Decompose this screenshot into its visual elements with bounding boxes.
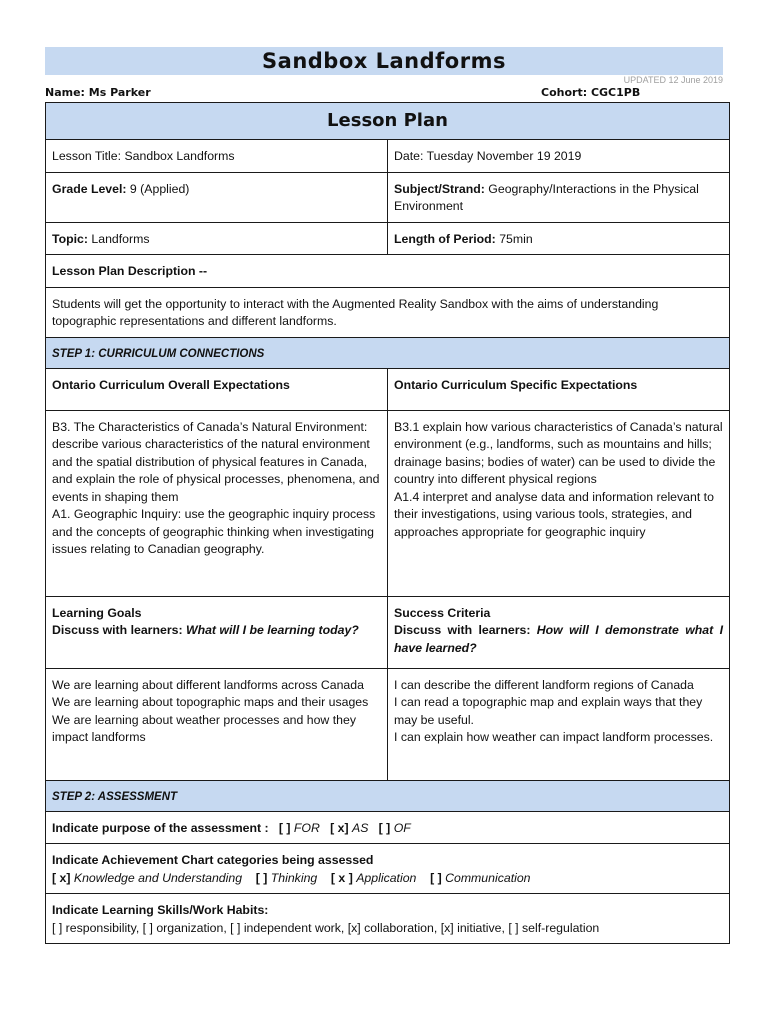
learning-goals-text: We are learning about different landforms across Canada We are learning about topographic maps and their usages We are learning about weather processes and how they impact landforms — [46, 668, 388, 780]
table-row — [46, 596, 730, 668]
overall-expectations-heading — [46, 368, 388, 410]
purpose-of: OF — [393, 820, 411, 835]
purpose-as-box: [ x] — [330, 820, 349, 835]
table-row — [46, 337, 730, 368]
overall-expectations-text: B3. The Characteristics of Canada’s Natural Environment: describe various characteristics of the natural environment and the spatial distribution of physical features in Canada, and explain the role of physical processes, phenomena, and events in shaping them A1. Geographic Inquiry: use the geographic inquiry process and the concepts of geographic thinking when investigating issues relating to Canadian geography. — [46, 410, 388, 596]
lesson-plan-table — [45, 102, 730, 944]
cohort-value: CGC1PB — [590, 86, 641, 99]
table-row — [46, 368, 730, 410]
teacher-name — [45, 86, 151, 99]
overall-heading-text: Ontario Curriculum Overall Expectations — [52, 377, 290, 392]
length-cell — [388, 222, 730, 255]
name-value: Ms Parker — [88, 86, 151, 99]
cohort-label: Cohort: — [541, 86, 588, 99]
success-criteria-prompt-label: Discuss with learners: — [394, 623, 531, 637]
table-row — [46, 844, 730, 894]
specific-expectations-heading — [388, 368, 730, 410]
grade-value: 9 (Applied) — [129, 181, 190, 196]
lesson-title-label: Lesson Title: — [52, 149, 122, 163]
table-row — [46, 222, 730, 255]
purpose-as: AS — [352, 820, 369, 835]
lesson-plan-header-row — [46, 103, 730, 140]
specific-heading-text: Ontario Curriculum Specific Expectations — [394, 377, 638, 392]
date-label: Date: — [394, 149, 424, 163]
date-value: Tuesday November 19 2019 — [426, 149, 582, 163]
lesson-title-value: Sandbox Landforms — [124, 149, 235, 163]
date-cell — [388, 140, 730, 173]
assessment-purpose — [46, 811, 730, 844]
topic-cell — [46, 222, 388, 255]
cohort — [541, 86, 640, 99]
table-row — [46, 140, 730, 173]
topic-label: Topic: — [52, 231, 88, 246]
achievement-label: Indicate Achievement Chart categories being assessed — [52, 853, 374, 867]
length-label: Length of Period: — [394, 231, 496, 246]
achievement-chart — [46, 844, 730, 894]
success-criteria-cell — [388, 596, 730, 668]
learning-goals-prompt-label: Discuss with learners: — [52, 623, 183, 637]
achievement-box-1: [ x] — [52, 870, 71, 885]
step1-heading: STEP 1: CURRICULUM CONNECTIONS — [46, 337, 730, 368]
table-row — [46, 811, 730, 844]
lesson-title-cell — [46, 140, 388, 173]
lesson-plan-header: Lesson Plan — [46, 103, 730, 140]
learning-goals-cell — [46, 596, 388, 668]
skills-text: [ ] responsibility, [ ] organization, [ ] independent work, [x] collaboration, [x] initiative, [ ] self-regulation — [52, 920, 600, 935]
step2-heading: STEP 2: ASSESSMENT — [46, 780, 730, 811]
subject-cell — [388, 172, 730, 222]
learning-goals-heading: Learning Goals — [52, 605, 142, 620]
learning-skills — [46, 894, 730, 944]
achievement-category-3: Application — [356, 870, 417, 885]
achievement-category-1: Knowledge and Understanding — [73, 870, 243, 885]
purpose-label: Indicate purpose of the assessment : — [52, 820, 269, 835]
description-label-cell — [46, 255, 730, 288]
table-row — [46, 410, 730, 596]
table-row — [46, 172, 730, 222]
subject-value: Geography/Interactions in the Physical Environment — [394, 181, 699, 213]
grade-label: Grade Level: — [52, 181, 127, 196]
grade-cell — [46, 172, 388, 222]
topic-value: Landforms — [91, 231, 150, 246]
table-row — [46, 894, 730, 944]
achievement-box-4: [ ] — [430, 870, 442, 885]
table-row — [46, 780, 730, 811]
table-row — [46, 287, 730, 337]
achievement-box-2: [ ] — [255, 870, 268, 885]
achievement-category-4: Communication — [445, 870, 531, 885]
learning-goals-prompt: What will I be learning today? — [185, 623, 359, 637]
purpose-for: FOR — [293, 820, 320, 835]
table-row — [46, 668, 730, 780]
success-criteria-heading: Success Criteria — [394, 605, 491, 620]
achievement-category-2: Thinking — [270, 870, 318, 885]
success-criteria-text: I can describe the different landform regions of Canada I can read a topographic map and explain ways that they may be useful. I can explain how weather can impact landform processes. — [388, 668, 730, 780]
length-value: 75min — [499, 231, 533, 246]
page-title: Sandbox Landforms — [45, 47, 723, 75]
description-label: Lesson Plan Description -- — [52, 264, 208, 278]
skills-label: Indicate Learning Skills/Work Habits: — [52, 903, 269, 917]
success-criteria-prompt: How will I demonstrate what I have learned? — [394, 623, 723, 655]
table-row — [46, 255, 730, 288]
purpose-for-box: [ ] — [278, 820, 291, 835]
name-label: Name: — [45, 86, 85, 99]
updated-date: UPDATED 12 June 2019 — [623, 75, 723, 85]
purpose-of-box: [ ] — [378, 820, 391, 835]
specific-expectations-text: B3.1 explain how various characteristics of Canada’s natural environment (e.g., landforms, such as mountains and hills; drainage basins; bodies of water) can be used to divide the country into different physical regions A1.4 interpret and analyse data and information relevant to their investigations, using various tools, strategies, and approaches appropriate for geographic inquiry — [388, 410, 730, 596]
description-text: Students will get the opportunity to interact with the Augmented Reality Sandbox with the aims of understanding topographic representations and different landforms. — [46, 287, 730, 337]
subject-label: Subject/Strand: — [394, 181, 485, 196]
achievement-box-3: [ x ] — [330, 870, 353, 885]
